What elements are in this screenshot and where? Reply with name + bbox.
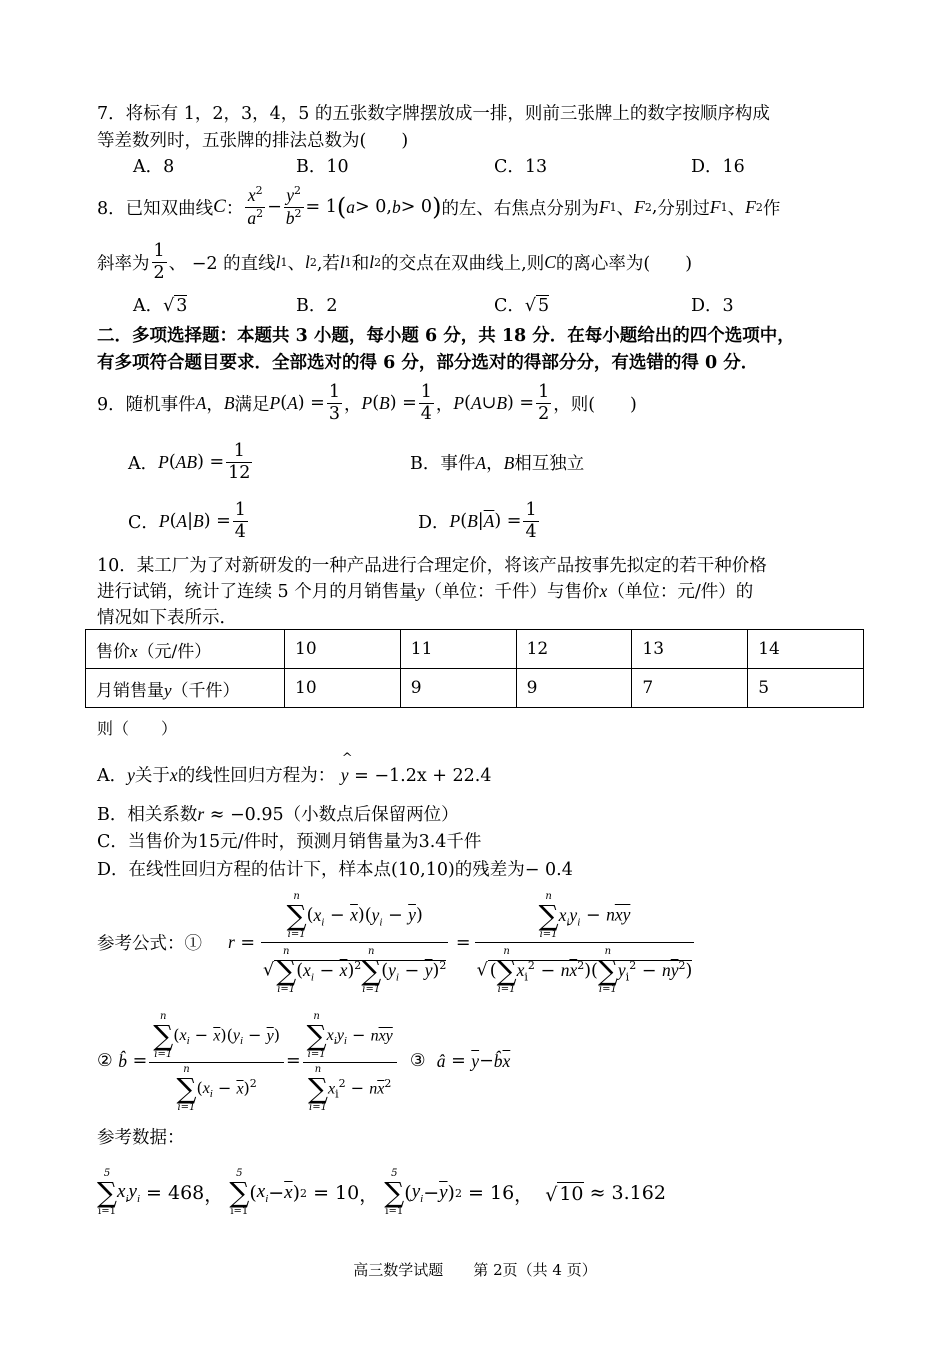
q10-then: 则（ ） [97,719,178,738]
q7-option-d: D．16 [691,157,745,177]
formula-label: 参考公式：① [97,934,202,954]
section2-line1: 二．多项选择题：本题共 3 小题，每小题 6 分，共 18 分．在每小题给出的四个选项中， [97,326,795,346]
q9-option-d: D． P ( B | $\overline{A}$ ) = $\frac{1}{4}$ [418,500,537,542]
q9-option-c: C． P ( A | B ) = $\frac{1}{4}$ [128,500,246,542]
q9-stem: 9．随机事件 A ， B 满足 P ( A ) = $\frac{1}{3}$ ， P ( B ) = $\frac{1}{4}$ ， P ( A ∪ B ) = $\frac{1}{2}$ ， 则( ) [97,382,637,424]
q8-option-d: D．3 [691,296,734,316]
q7-option-b: B．10 [296,157,349,177]
table-cell: 7 [632,669,748,708]
table-row [86,669,864,708]
section2-line2: 有多项符合题目要求．全部选对的得 6 分，部分选对的得部分分，有选错的得 0 分． [97,353,759,373]
formula-r: r = n ∑ i=1 $(x_i - \overline{x})(y_i - \overline{y})$ √ n ∑ i=1 $(x_i - \overline{x})^2$ n ∑ i=1 $(y_i - \overline{y})^2$ = n ∑ i=1 $x_iy_i - n\overline{xy}$ √ ( n ∑ i=1 $x_i^2 - n\overline{x}^2$)( n ∑ i=1 $y_i^2 - n\overline{y}^2$) [228,891,693,995]
q10-option-b: B．相关系数r ≈ −0.95（小数点后保留两位） [97,804,459,825]
table-cell: 10 [285,669,401,708]
page-footer: 高三数学试题 第 2页（共 4 页） [353,1261,597,1279]
q10-line2: 进行试销，统计了连续 5 个月的月销售量y（单位：千件）与售价x（单位：元/件）的 [97,581,754,602]
q8-option-b: B．2 [296,296,338,316]
q10-option-c: C．当售价为15元/件时，预测月销售量为3.4千件 [97,832,482,852]
table-cell: 13 [632,630,748,669]
q8-line1: 8．已知双曲线 C ： $\frac{x^2}{a^2}$ − $\frac{y^2}{b^2}$ = 1 ( a > 0, b > 0 ) 的左、右焦点分别为 F 1 、 F 2 , 分别过 F 1 、 F 2 作 [97,184,781,228]
sales-table [85,629,864,708]
table-cell: 12 [516,630,632,669]
q9-option-a: A． P ( AB ) = $\frac{1}{12}$ [128,441,251,483]
q7-option-c: C．13 [494,157,548,177]
q10-line3: 情况如下表所示． [97,608,237,628]
q10-option-d: D．在线性回归方程的估计下，样本点(10,10)的残差为− 0.4 [97,860,573,880]
q7-line1: 7．将标有 1，2，3，4，5 的五张数字牌摆放成一排，则前三张牌上的数字按顺序构成 [97,104,770,124]
q7-option-a: A．8 [133,157,175,177]
table-cell: 9 [516,669,632,708]
table-cell: 11 [400,630,516,669]
q7-line2: 等差数列时，五张牌的排法总数为( ) [97,131,409,151]
table-cell: 9 [400,669,516,708]
q10-option-a: A．y关于x的线性回归方程为： y ^ = −1.2x + 22.4 [97,751,492,786]
sales-row-label: 月销售量y（千件） [86,669,285,708]
table-row [86,630,864,669]
ref-data-values: 5 ∑ i=1 $x_iy_i$ = 468 ， 5 ∑ i=1 ( $x_i$ − $\overline{x}$ ) 2 = 10 ， 5 ∑ i=1 ( $y_i$ − $\overline{y}$ ) 2 = 16 ， √ 10 ≈ 3.162 [97,1168,666,1217]
q10-line1: 10．某工厂为了对新研发的一种产品进行合理定价，将该产品按事先拟定的若干种价格 [97,556,767,576]
q8-option-a: A．√ 3 [133,296,188,316]
formula-b: ② b̂ = n ∑ i=1 $(x_i - \overline{x})(y_i - \overline{y})$ n ∑ i=1 $(x_i - \overline{x})^2$ = n ∑ i=1 $x_iy_i - n\overline{xy}$ n ∑ i=1 $x_i^2 - n\overline{x}^2$ ③ â = $\overline{y}$ − b̂ $\overline{x}$ [97,1010,511,1113]
table-cell: 5 [748,669,864,708]
q8-line2: 斜率为 $\frac{1}{2}$ 、 −2 的直线 l 1 、 l 2 ,若 l 1 和 l 2 的交点在双曲线上,则 C 的离心率为( ) [97,241,693,283]
q9-option-b: B．事件A，B相互独立 [410,453,585,474]
ref-data-label: 参考数据： [97,1128,185,1148]
table-cell: 14 [748,630,864,669]
q8-option-c: C．√ 5 [494,296,550,316]
price-row-label: 售价x（元/件） [86,630,285,669]
table-cell: 10 [285,630,401,669]
